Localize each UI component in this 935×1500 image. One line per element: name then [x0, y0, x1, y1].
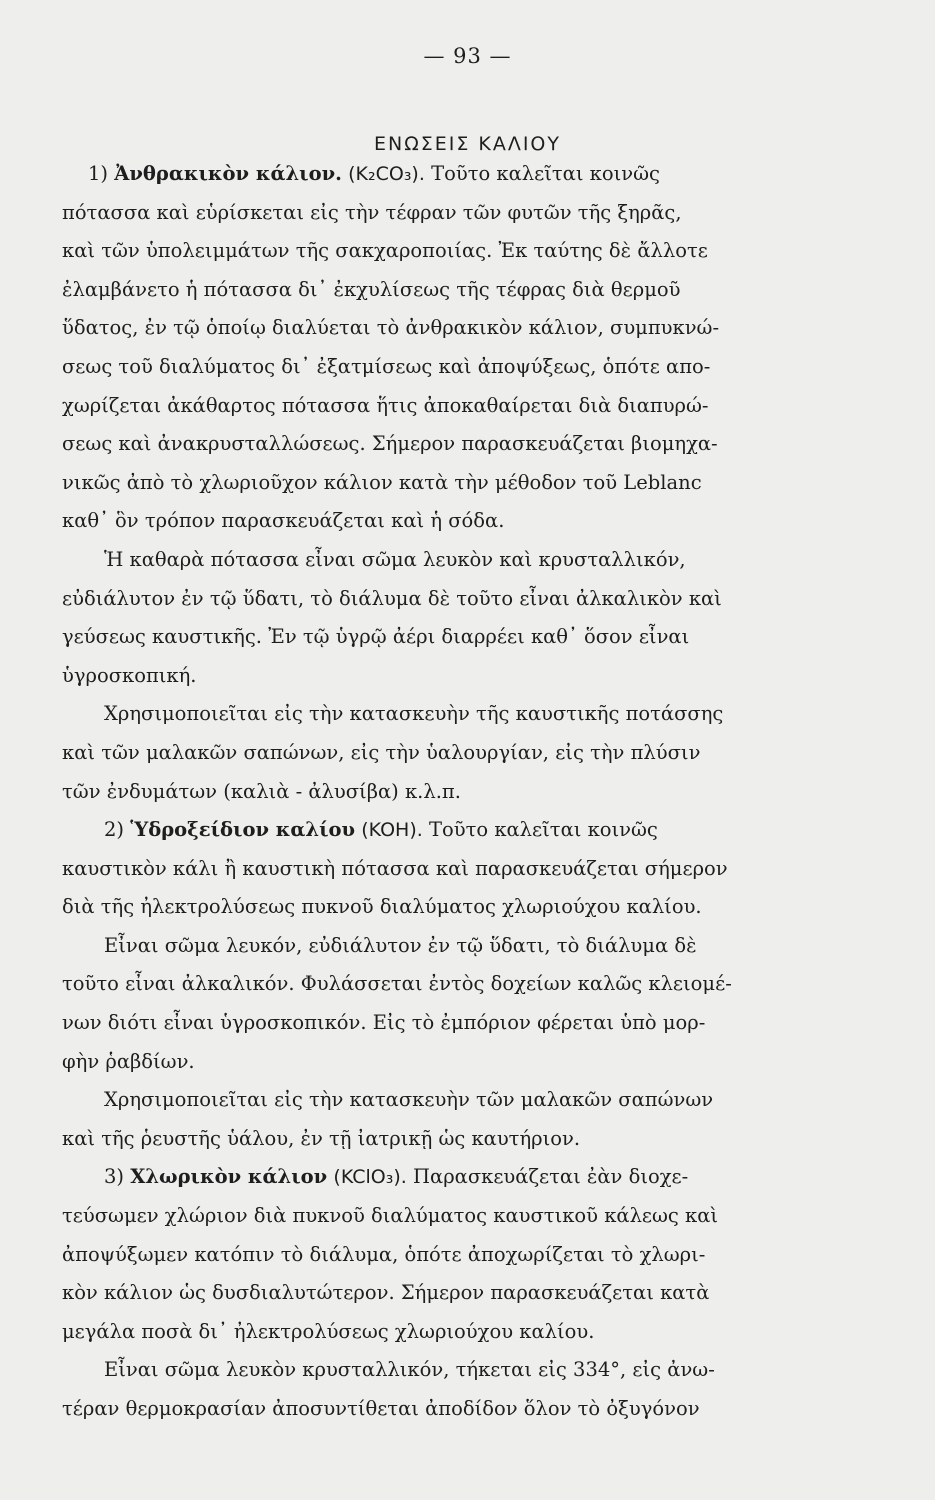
text-line: εὐδιάλυτον ἐν τῷ ὕδατι, τὸ διάλυμα δὲ τοῦτο εἶναι ἀλκαλικὸν καὶ	[62, 586, 722, 610]
page-body	[62, 155, 822, 1429]
text-line: Παρασκευάζεται ἐὰν διοχε-	[413, 1165, 689, 1189]
text-line: Χρησιμοποιεῖται εἰς τὴν κατασκευὴν τῆς καυστικῆς ποτάσσης	[104, 702, 724, 726]
text-line: καὶ τῶν ὑπολειμμάτων τῆς σακχαροποιίας. Ἐκ ταύτης δὲ ἄλλοτε	[62, 239, 708, 263]
text-line: τεύσωμεν χλώριον διὰ πυκνοῦ διαλύματος καυστικοῦ κάλεως καὶ	[62, 1204, 719, 1228]
section-1-formula: (K₂CO₃).	[348, 163, 425, 185]
section-3-formula: (KClO₃).	[333, 1166, 407, 1189]
section-2-formula: (KOH).	[361, 819, 423, 842]
text-line: καὶ τῆς ῥευστῆς ὑάλου, ἐν τῇ ἰατρικῇ ὡς καυτήριον.	[62, 1126, 581, 1150]
page-number: — 93 —	[423, 44, 512, 68]
text-line: κὸν κάλιον ὡς δυσδιαλυτώτερον. Σήμερον παρασκευάζεται κατὰ	[62, 1281, 710, 1305]
text-line: Τοῦτο καλεῖται κοινῶς	[429, 818, 658, 842]
text-line: Χρησιμοποιεῖται εἰς τὴν κατασκευὴν τῶν μαλακῶν σαπώνων	[104, 1088, 714, 1112]
section-1-heading-line	[62, 155, 822, 194]
section-2-number: 2)	[104, 818, 131, 842]
text-line: σεως τοῦ διαλύματος δι᾽ ἐξατμίσεως καὶ ἀποψύξεως, ὁπότε απο-	[62, 354, 711, 378]
chapter-title: ΕΝΩΣΕΙΣ ΚΑΛΙΟΥ	[373, 133, 561, 155]
text-line: καὶ τῶν μαλακῶν σαπώνων, εἰς τὴν ὑαλουργίαν, εἰς τὴν πλύσιν	[62, 740, 701, 764]
section-2-heading: Ὑδροξείδιον καλίου	[130, 818, 356, 842]
text-line: διὰ τῆς ἠλεκτρολύσεως πυκνοῦ διαλύματος χλωριούχου καλίου.	[62, 895, 702, 919]
section-1-number: 1)	[88, 162, 115, 185]
section-3-number: 3)	[104, 1165, 131, 1189]
text-line: Εἶναι σῶμα λευκὸν κρυσταλλικόν, τήκεται εἰς 334°, εἰς ἀνω-	[104, 1358, 715, 1382]
text-line: τέραν θερμοκρασίαν ἀποσυντίθεται ἀποδίδον ὅλον τὸ ὀξυγόνον	[62, 1397, 700, 1420]
text-line: νικῶς ἀπὸ τὸ χλωριοῦχον κάλιον κατὰ τὴν μέθοδον τοῦ Leblanc	[62, 470, 702, 494]
section-3-heading: Χλωρικὸν κάλιον	[130, 1165, 328, 1189]
text-line: Τοῦτο καλεῖται κοινῶς	[431, 162, 660, 185]
text-line: τοῦτο εἶναι ἀλκαλικόν. Φυλάσσεται ἐντὸς δοχείων καλῶς κλειομέ-	[62, 972, 732, 996]
text-line: ὕδατος, ἐν τῷ ὁποίῳ διαλύεται τὸ ἀνθρακικὸν κάλιον, συμπυκνώ-	[62, 316, 720, 340]
text-line: τῶν ἐνδυμάτων (καλιὰ - ἀλυσίβα) κ.λ.π.	[62, 779, 461, 803]
text-line: ὑγροσκοπική.	[62, 663, 197, 687]
text-line: χωρίζεται ἀκάθαρτος πότασσα ἥτις ἀποκαθαίρεται διὰ διαπυρώ-	[62, 393, 709, 417]
text-line: σεως καὶ ἀνακρυσταλλώσεως. Σήμερον παρασκευάζεται βιομηχα-	[62, 432, 718, 456]
text-line: ἀποψύξωμεν κατόπιν τὸ διάλυμα, ὁπότε ἀποχωρίζεται τὸ χλωρι-	[62, 1242, 706, 1266]
text-line: μεγάλα ποσὰ δι᾽ ἠλεκτρολύσεως χλωριούχου καλίου.	[62, 1319, 595, 1343]
text-line: Εἶναι σῶμα λευκόν, εὐδιάλυτον ἐν τῷ ὕδατι, τὸ διάλυμα δὲ	[104, 933, 697, 957]
text-line: γεύσεως καυστικῆς. Ἐν τῷ ὑγρῷ ἀέρι διαρρέει καθ᾽ ὅσον εἶναι	[62, 625, 690, 649]
text-line: πότασσα καὶ εὑρίσκεται εἰς τὴν τέφραν τῶν φυτῶν τῆς ξηρᾶς,	[62, 200, 682, 224]
text-line: καθ᾽ ὃν τρόπον παρασκευάζεται καὶ ἡ σόδα.	[62, 509, 505, 533]
text-line: φὴν ῥαβδίων.	[62, 1049, 195, 1073]
section-3-heading-line	[62, 1158, 822, 1197]
text-line: νων διότι εἶναι ὑγροσκοπικόν. Εἰς τὸ ἐμπόριον φέρεται ὑπὸ μορ-	[62, 1011, 706, 1035]
text-line: καυστικὸν κάλι ἢ καυστικὴ πότασσα καὶ παρασκευάζεται σήμερον	[62, 856, 728, 880]
section-2-heading-line	[62, 811, 822, 850]
text-line: ἐλαμβάνετο ἡ πότασσα δι᾽ ἐκχυλίσεως τῆς τέφρας διὰ θερμοῦ	[62, 277, 681, 301]
text-line: Ἡ καθαρὰ πότασσα εἶναι σῶμα λευκὸν καὶ κρυσταλλικόν,	[104, 547, 686, 571]
section-1-heading: Ἀνθρακικὸν κάλιον.	[114, 162, 342, 185]
